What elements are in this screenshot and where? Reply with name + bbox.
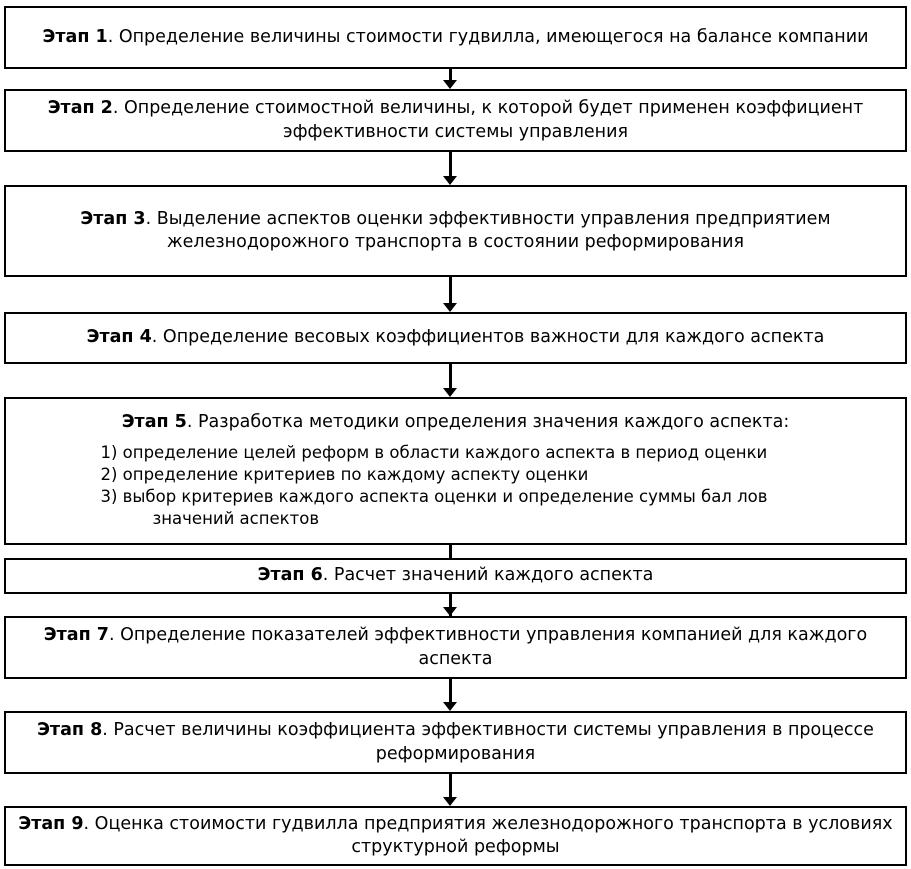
flow-step-2-label: Этап 2 (47, 98, 113, 119)
flow-step-4-text (6, 326, 905, 349)
flow-step-5-subitem-2: 2) определение критериев по каждому аспекту оценки (100, 465, 589, 485)
flow-step-8-label: Этап 8 (37, 720, 103, 741)
flow-step-9-body: . Оценка стоимости гудвилла предприятия железнодорожного транспорта в условиях структурной реформы (83, 813, 893, 857)
arrow-head-3-4 (443, 303, 457, 312)
arrow-head-6-7 (443, 607, 457, 616)
flow-step-2-body: . Определение стоимостной величины, к которой будет применен коэффициент эффективности системы управления (112, 98, 864, 142)
flow-step-5-subitem-3-main: 3) выбор критериев каждого аспекта оценки и определение суммы бал лов (100, 486, 768, 506)
arrow-head-7-8 (443, 702, 457, 711)
flow-step-6-body: . Расчет значений каждого аспекта (322, 565, 654, 586)
flow-step-3 (4, 185, 907, 277)
flow-step-7-text (6, 624, 905, 670)
arrow-head-4-5 (443, 388, 457, 397)
flow-step-5-subitem-3-cont: значений аспектов (152, 508, 320, 528)
flow-step-4-body: . Определение весовых коэффициентов важности для каждого аспекта (151, 327, 825, 348)
flow-step-1 (4, 6, 907, 69)
flow-step-5-subitem-3 (101, 486, 801, 530)
flow-step-4-label: Этап 4 (86, 327, 152, 348)
flow-step-1-text (6, 26, 905, 49)
flow-step-1-body: . Определение величины стоимости гудвилла, имеющегося на балансе компании (107, 26, 869, 47)
flow-step-8 (4, 711, 907, 774)
arrow-head-1-2 (443, 80, 457, 89)
flow-step-2-text (6, 97, 905, 143)
flow-step-6 (4, 558, 907, 594)
flow-step-6-label: Этап 6 (257, 565, 323, 586)
flow-step-9-label: Этап 9 (18, 813, 84, 834)
flow-step-7 (4, 616, 907, 679)
arrow-head-8-9 (443, 797, 457, 806)
flow-step-6-text (6, 564, 905, 587)
flow-step-8-text (6, 719, 905, 765)
flow-step-3-text (6, 208, 905, 254)
flow-step-3-label: Этап 3 (80, 208, 146, 229)
flow-step-7-label: Этап 7 (43, 625, 109, 646)
flow-step-4 (4, 312, 907, 364)
flow-step-5 (4, 397, 907, 545)
arrow-head-2-3 (443, 176, 457, 185)
flow-step-2 (4, 89, 907, 152)
flow-step-9 (4, 806, 907, 866)
connector-5-6 (449, 545, 452, 558)
flow-step-9-text (6, 813, 905, 859)
flow-step-5-body: . Разработка методики определения значения каждого аспекта: (186, 412, 790, 432)
flow-step-5-text (6, 411, 905, 434)
flow-step-5-label: Этап 5 (121, 412, 187, 432)
flow-step-8-body: . Расчет величины коэффициента эффективности системы управления в процессе реформирования (102, 720, 874, 764)
flow-step-3-body: . Выделение аспектов оценки эффективности управления предприятием железнодорожного транспорта в состоянии реформирования (145, 208, 831, 252)
flow-step-1-label: Этап 1 (42, 26, 108, 47)
flow-step-5-subitem-1: 1) определение целей реформ в области каждого аспекта в период оценки (100, 443, 768, 463)
flow-step-7-body: . Определение показателей эффективности управления компанией для каждого аспекта (108, 625, 868, 669)
flow-step-5-sublist (101, 442, 811, 530)
